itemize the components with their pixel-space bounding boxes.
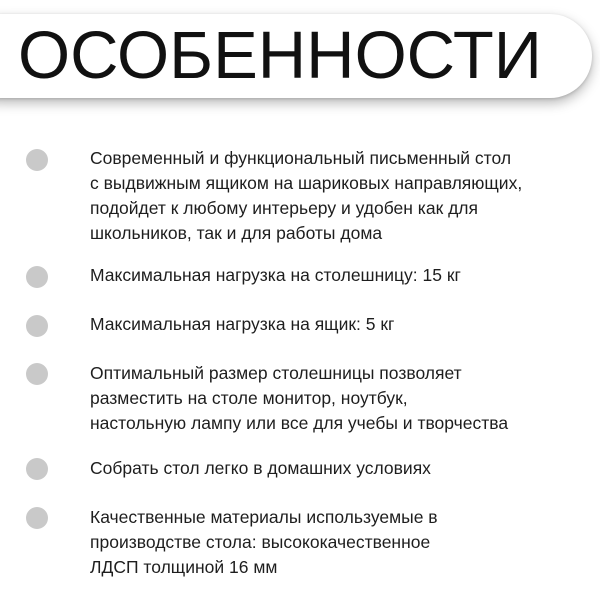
feature-text-2: Максимальная нагрузка на столешницу: 15 кг [90,265,461,285]
bullet-dot-icon [26,507,48,529]
bullet-dot-icon [26,149,48,171]
bullet-dot-icon [26,315,48,337]
bullet-dot-icon [26,458,48,480]
bullet-dot-icon [26,266,48,288]
feature-text-1: Современный и функциональный письменный стол с выдвижным ящиком на шариковых направляющих, подойдет к любому интерьеру и удобен как для школьников, так и для работы дома [90,148,523,243]
feature-text-5: Собрать стол легко в домашних условиях [90,458,431,478]
feature-text-4: Оптимальный размер столешницы позволяет разместить на столе монитор, ноутбук, настольную лампу или все для учебы и творчества [90,363,509,433]
bullet-dot-icon [26,363,48,385]
feature-text-6: Качественные материалы используемые в производстве стола: высококачественное ЛДСП толщиной 16 мм [90,507,438,577]
page-title: ОСОБЕННОСТИ [18,18,542,93]
feature-text-3: Максимальная нагрузка на ящик: 5 кг [90,314,395,334]
